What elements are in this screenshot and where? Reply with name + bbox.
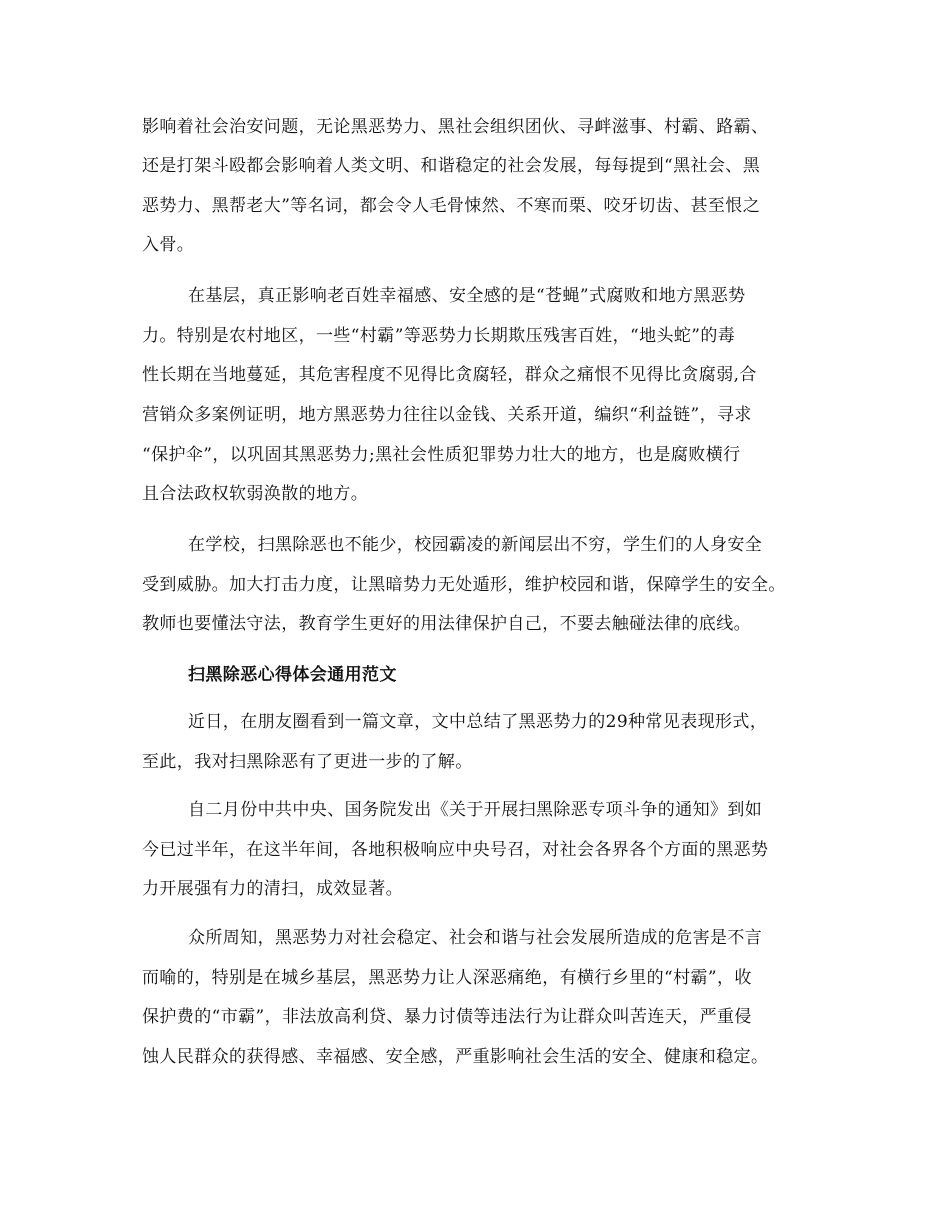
paragraph-line: 今已过半年，在这半年间，各地积极响应中央号召，对社会各界各个方面的黑恶势 bbox=[142, 840, 769, 860]
paragraph-line: 而喻的，特别是在城乡基层，黑恶势力让人深恶痛绝，有横行乡里的“村霸”，收 bbox=[142, 968, 752, 988]
paragraph-line: 影响着社会治安问题，无论黑恶势力、黑社会组织团伙、寻衅滋事、村霸、路霸、 bbox=[142, 117, 769, 137]
paragraph-line: 还是打架斗殴都会影响着人类文明、和谐稳定的社会发展，每每提到“黑社会、黑 bbox=[142, 156, 761, 176]
paragraph-line: 至此，我对扫黑除恶有了更进一步的了解。 bbox=[142, 752, 473, 772]
paragraph-line: 蚀人民群众的获得感、幸福感、安全感，严重影响社会生活的安全、健康和稳定。 bbox=[142, 1047, 769, 1067]
paragraph-line: 营销众多案例证明，地方黑恶势力往往以金钱、关系开道，编织“利益链”，寻求 bbox=[142, 405, 752, 425]
paragraph-line: 力开展强有力的清扫，成效显著。 bbox=[142, 879, 403, 899]
paragraph-line: 在学校，扫黑除恶也不能少，校园霸凌的新闻层出不穷，学生们的人身安全 bbox=[188, 535, 763, 555]
paragraph-line: 众所周知，黑恶势力对社会稳定、社会和谐与社会发展所造成的危害是不言 bbox=[188, 928, 763, 948]
paragraph-line: 保护费的“市霸”，非法放高利贷、暴力讨债等违法行为让群众叫苦连天，严重侵 bbox=[142, 1007, 752, 1027]
paragraph-line: 近日，在朋友圈看到一篇文章，文中总结了黑恶势力的29种常见表现形式， bbox=[188, 712, 768, 732]
paragraph-line: 在基层，真正影响老百姓幸福感、安全感的是“苍蝇”式腐败和地方黑恶势 bbox=[188, 286, 746, 306]
paragraph-line: 入骨。 bbox=[142, 235, 195, 255]
paragraph-line: 且合法政权软弱涣散的地方。 bbox=[142, 484, 369, 504]
paragraph-line: 自二月份中共中央、国务院发出《关于开展扫黑除恶专项斗争的通知》到如 bbox=[188, 800, 763, 820]
paragraph-line: 受到威胁。加大打击力度，让黑暗势力无处遁形，维护校园和谐，保障学生的安全。 bbox=[142, 575, 786, 595]
paragraph-line: 恶势力、黑帮老大”等名词，都会令人毛骨悚然、不寒而栗、咬牙切齿、甚至恨之 bbox=[142, 196, 761, 216]
paragraph-line: 性长期在当地蔓延，其危害程度不见得比贪腐轻，群众之痛恨不见得比贪腐弱,合 bbox=[142, 365, 757, 385]
paragraph-line: 教师也要懂法守法，教育学生更好的用法律保护自己，不要去触碰法律的底线。 bbox=[142, 614, 751, 634]
paragraph-line: “保护伞”，以巩固其黑恶势力;黑社会性质犯罪势力壮大的地方，也是腐败横行 bbox=[142, 445, 741, 465]
section-heading: 扫黑除恶心得体会通用范文 bbox=[188, 665, 397, 685]
paragraph-line: 力。特别是农村地区，一些“村霸”等恶势力长期欺压残害百姓，“地头蛇”的毒 bbox=[142, 326, 736, 346]
